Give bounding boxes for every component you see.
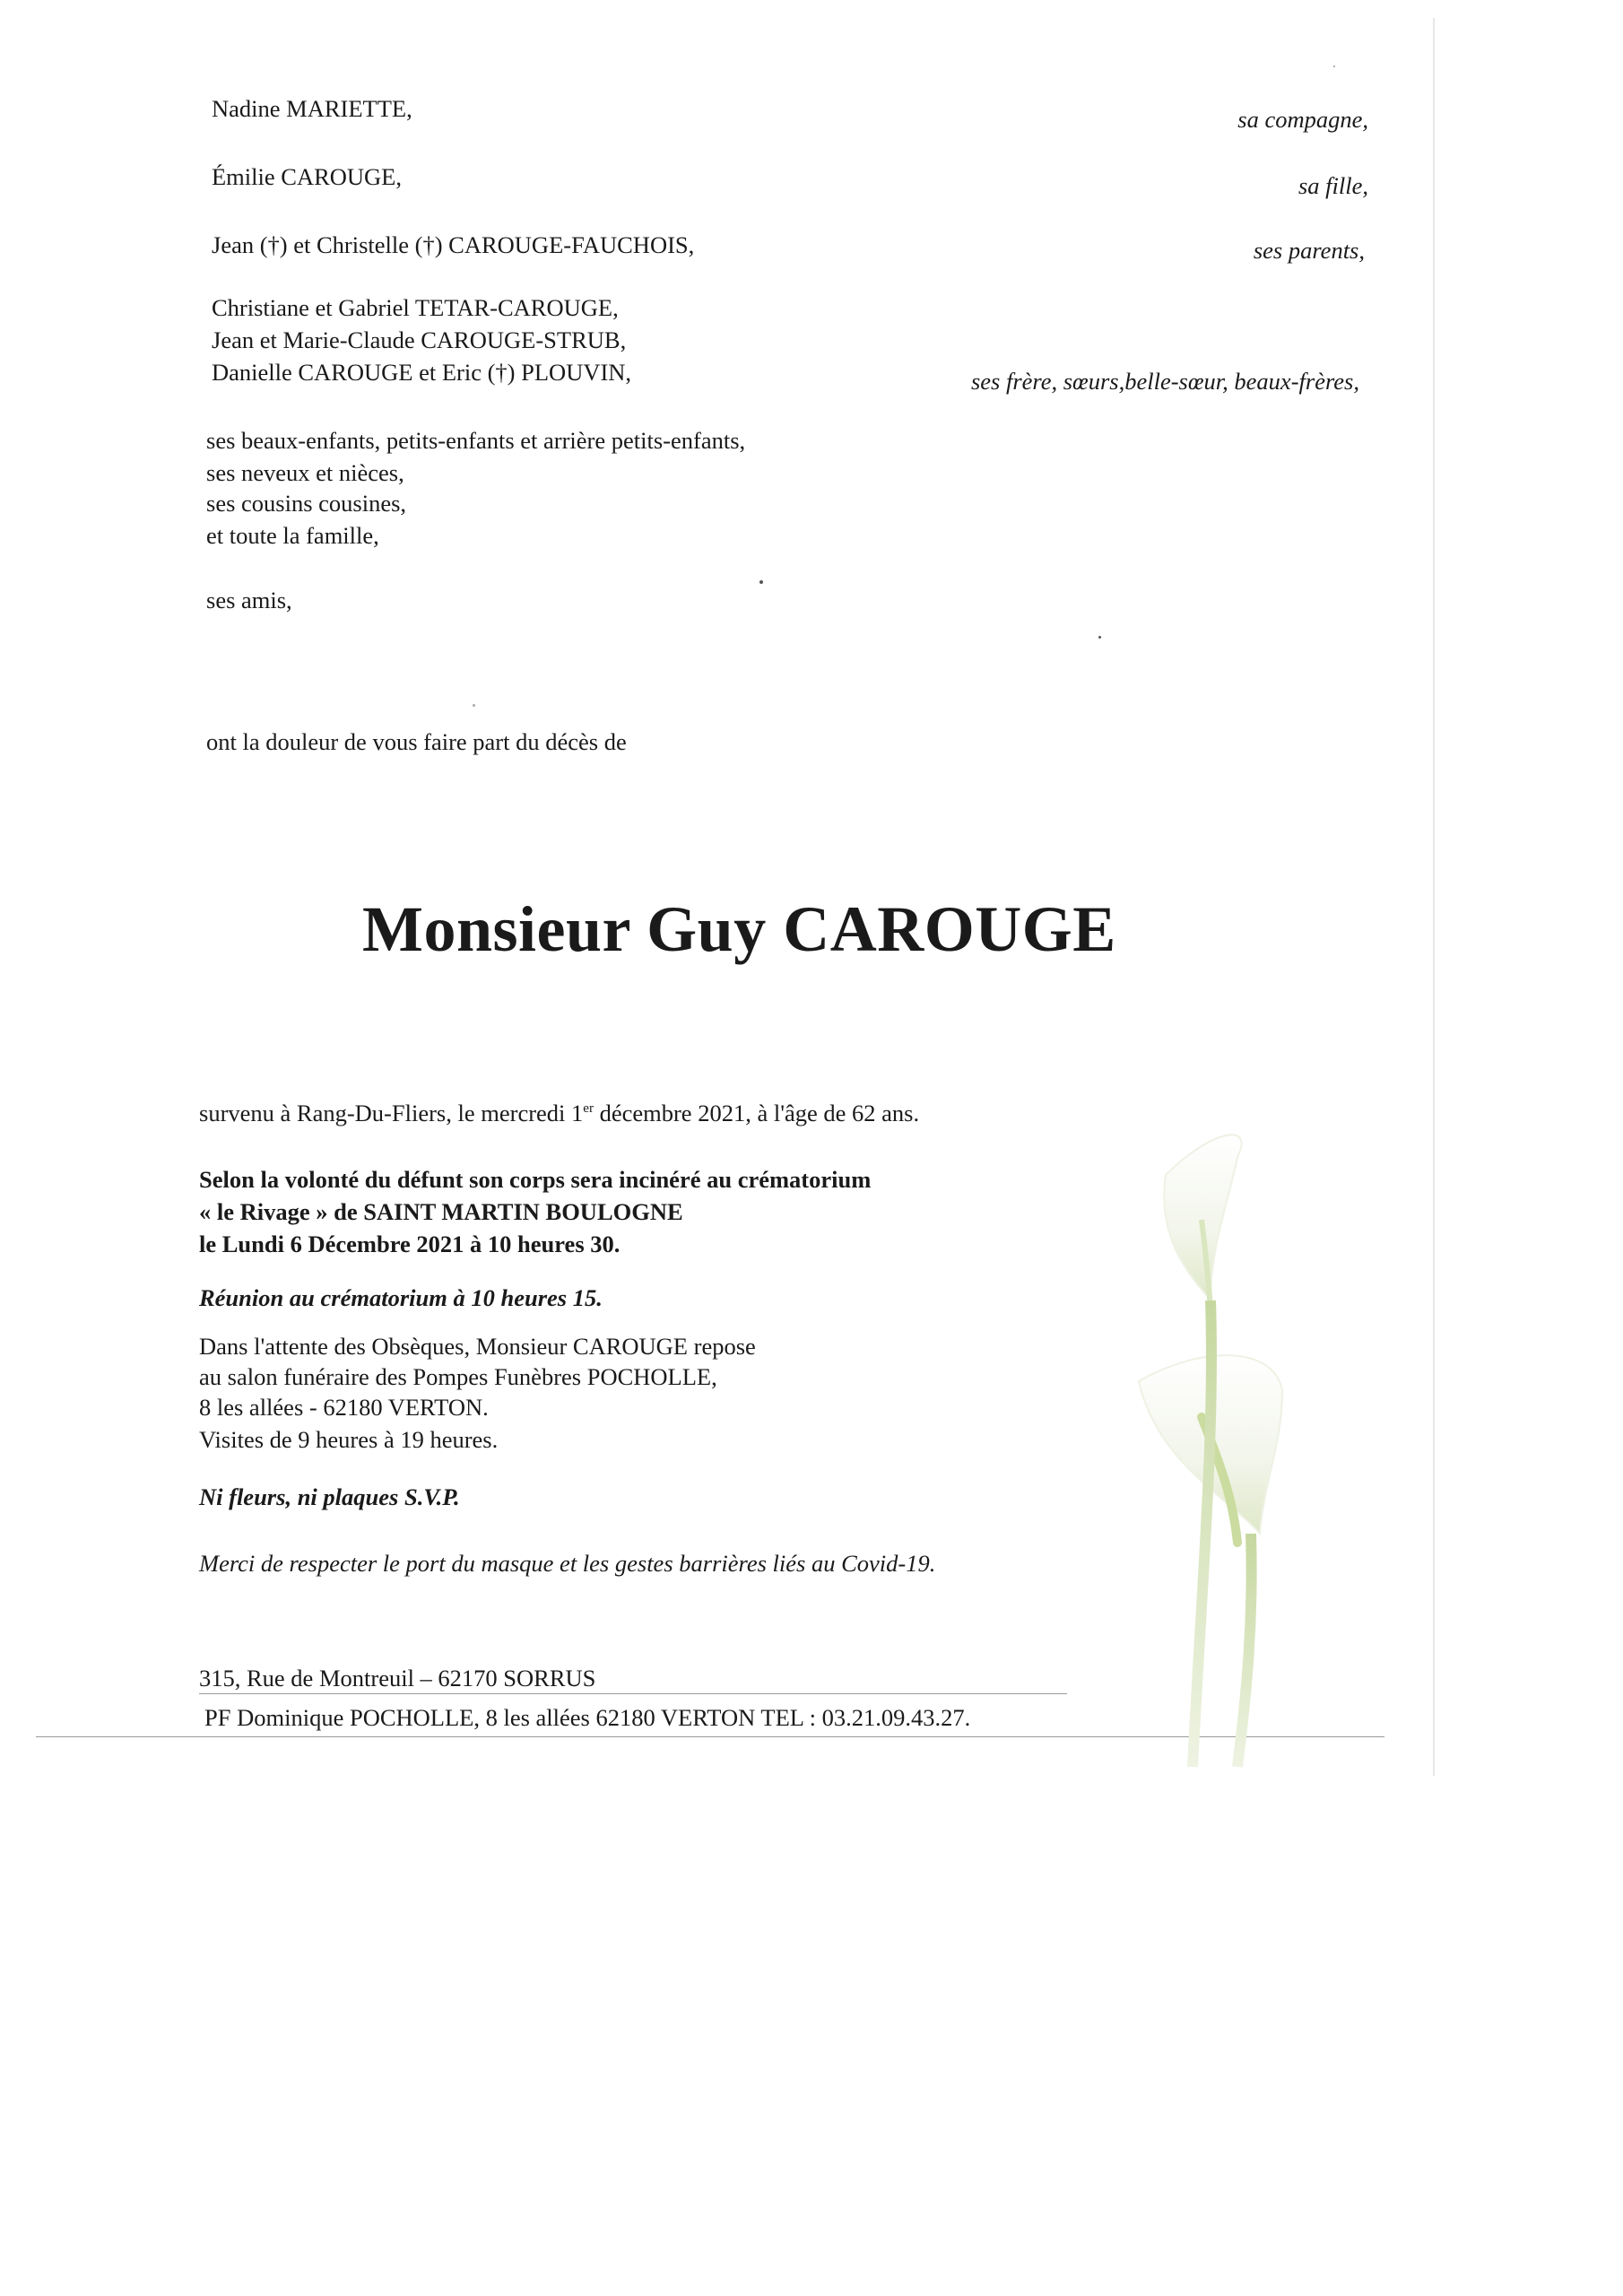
death-text-start: survenu à Rang-Du-Fliers, le mercredi 1: [199, 1100, 584, 1126]
death-ordinal: er: [583, 1101, 594, 1117]
flowers-line: Ni fleurs, ni plaques S.V.P.: [199, 1483, 460, 1510]
scan-speck: [473, 704, 475, 707]
friends-line: ses amis,: [206, 587, 292, 613]
rest-line: Dans l'attente des Obsèques, Monsieur CAROUGE repose: [199, 1333, 756, 1360]
sibling-line: Jean et Marie-Claude CAROUGE-STRUB,: [212, 326, 627, 353]
scan-speck: [759, 580, 763, 584]
covid-line: Merci de respecter le port du masque et les gestes barrières liés au Covid-19.: [199, 1550, 936, 1577]
scan-speck: [1333, 65, 1335, 67]
family-line: ses cousins cousines,: [206, 490, 407, 517]
cremation-line: « le Rivage » de SAINT MARTIN BOULOGNE: [199, 1198, 683, 1225]
family-line: ses neveux et nièces,: [206, 459, 404, 486]
page-edge-line: [1433, 18, 1435, 1776]
death-text-end: décembre 2021, à l'âge de 62 ans.: [593, 1100, 920, 1126]
address-line: 315, Rue de Montreuil – 62170 SORRUS: [199, 1665, 596, 1692]
scan-speck: [1098, 636, 1101, 639]
siblings-relation: ses frère, sœurs,belle-sœur, beaux-frères,: [970, 368, 1359, 395]
reunion-line: Réunion au crématorium à 10 heures 15.: [199, 1284, 603, 1311]
announcement: ont la douleur de vous faire part du décès de: [206, 728, 627, 755]
family-line: ses beaux-enfants, petits-enfants et arrière petits-enfants,: [206, 427, 746, 454]
relative-name: Jean (†) et Christelle (†) CAROUGE-FAUCHOIS,: [212, 231, 695, 258]
death-details: [199, 1098, 919, 1128]
relative-name: Nadine MARIETTE,: [212, 95, 412, 122]
lily-stem: [1237, 1534, 1252, 1767]
deceased-name: Monsieur Guy CAROUGE: [362, 893, 1116, 965]
relative-relation: ses parents,: [1253, 237, 1365, 264]
sibling-line: Danielle CAROUGE et Eric (†) PLOUVIN,: [212, 359, 632, 386]
relative-relation: sa compagne,: [1237, 106, 1368, 133]
lily-petal: [1164, 1135, 1241, 1300]
relative-relation: sa fille,: [1298, 172, 1368, 199]
calla-lily-illustration: [1103, 1121, 1345, 1776]
funeral-home-line: PF Dominique POCHOLLE, 8 les allées 62180 VERTON TEL : 03.21.09.43.27.: [204, 1704, 971, 1731]
cremation-line: Selon la volonté du défunt son corps sera inciné​ré au crématorium: [199, 1166, 872, 1193]
rest-line: au salon funéraire des Pompes Funèbres POCHOLLE,: [199, 1363, 717, 1390]
relative-name: Émilie CAROUGE,: [212, 163, 402, 190]
family-line: et toute la famille,: [206, 522, 379, 549]
rest-line: 8 les allées - 62180 VERTON.: [199, 1394, 489, 1421]
cremation-line: le Lundi 6 Décembre 2021 à 10 heures 30.: [199, 1231, 621, 1257]
address-underline: [199, 1693, 1067, 1694]
sibling-line: Christiane et Gabriel TETAR-CAROUGE,: [212, 294, 619, 321]
rest-line: Visites de 9 heures à 19 heures.: [199, 1426, 499, 1453]
